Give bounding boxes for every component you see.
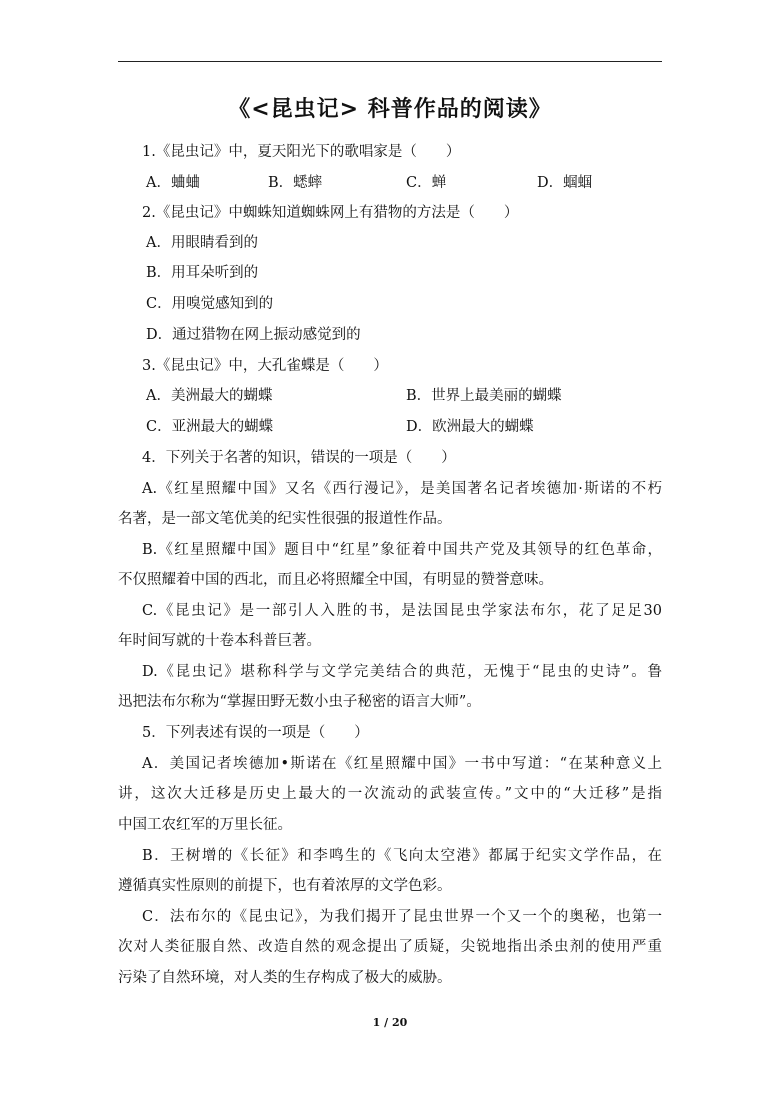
question-3-option-c: C．亚洲最大的蝴蝶 <box>146 419 274 435</box>
question-4-option-d-line-2: 迅把法布尔称为“掌握田野无数小虫子秘密的语言大师”。 <box>118 694 481 710</box>
question-1-stem: 1.《昆虫记》中，夏天阳光下的歌唱家是（ ） <box>142 144 461 160</box>
question-3-option-b: B．世界上最美丽的蝴蝶 <box>406 388 562 404</box>
question-1-option-a: A．蛐蛐 <box>146 175 200 191</box>
question-4-option-a-line-2: 名著，是一部文笔优美的纪实性很强的报道性作品。 <box>118 511 452 527</box>
question-5-option-b-line-2: 遵循真实性原则的前提下，也有着浓厚的文学色彩。 <box>118 878 452 894</box>
question-1-option-c: C．蝉 <box>406 175 447 191</box>
question-2-option-a: A．用眼睛看到的 <box>146 235 258 251</box>
question-4-option-b-line-1: B.《红星照耀中国》题目中“红星”象征着中国共产党及其领导的红色革命， <box>142 542 662 558</box>
question-3-option-a: A．美洲最大的蝴蝶 <box>146 388 273 404</box>
header-rule <box>118 61 662 62</box>
question-2-option-c: C．用嗅觉感知到的 <box>146 296 274 312</box>
question-1-option-d: D．蝈蝈 <box>537 175 593 191</box>
question-5-option-a-line-2: 讲，这次大迁移是历史上最大的一次流动的武装宣传。”文中的“大迁移”是指 <box>118 786 662 802</box>
question-5-option-c-line-2: 次对人类征服自然、改造自然的观念提出了质疑，尖锐地指出杀虫剂的使用严重 <box>118 939 662 955</box>
question-4-option-a-line-1: A.《红星照耀中国》又名《西行漫记》，是美国著名记者埃德加·斯诺的不朽 <box>142 481 662 497</box>
question-5-option-c-line-3: 污染了自然环境，对人类的生存构成了极大的威胁。 <box>118 970 452 986</box>
page-title: 《<昆虫记> 科普作品的阅读》 <box>228 97 552 122</box>
question-4-option-b-line-2: 不仅照耀着中国的西北，而且必将照耀全中国，有明显的赞誉意味。 <box>118 572 553 588</box>
page-number: 1 / 20 <box>372 1016 408 1029</box>
question-4-option-c-line-2: 年时间写就的十卷本科普巨著。 <box>118 633 321 649</box>
question-5-option-c-line-1: C．法布尔的《昆虫记》，为我们揭开了昆虫世界一个又一个的奥秘，也第一 <box>142 909 662 925</box>
question-3-option-d: D．欧洲最大的蝴蝶 <box>406 419 534 435</box>
question-5-option-a-line-1: A．美国记者埃德加•斯诺在《红星照耀中国》一书中写道：“在某种意义上 <box>142 756 662 772</box>
question-1-option-b: B．蟋蟀 <box>268 175 323 191</box>
question-5-option-b-line-1: B．王树增的《长征》和李鸣生的《飞向太空港》都属于纪实文学作品，在 <box>142 848 662 864</box>
question-2-option-d: D．通过猎物在网上振动感觉到的 <box>146 327 361 343</box>
question-4-stem: 4．下列关于名著的知识，错误的一项是（ ） <box>142 450 456 466</box>
question-4-option-c-line-1: C.《昆虫记》是一部引人入胜的书，是法国昆虫学家法布尔，花了足足30 <box>142 603 662 619</box>
question-5-option-a-line-3: 中国工农红军的万里长征。 <box>118 817 292 833</box>
question-2-option-b: B．用耳朵听到的 <box>146 265 259 281</box>
question-5-stem: 5．下列表述有误的一项是（ ） <box>142 725 369 741</box>
question-3-stem: 3.《昆虫记》中，大孔雀蝶是（ ） <box>142 358 388 374</box>
question-2-stem: 2.《昆虫记》中蜘蛛知道蜘蛛网上有猎物的方法是（ ） <box>142 205 519 221</box>
question-4-option-d-line-1: D.《昆虫记》堪称科学与文学完美结合的典范，无愧于“昆虫的史诗”。鲁 <box>142 664 662 680</box>
